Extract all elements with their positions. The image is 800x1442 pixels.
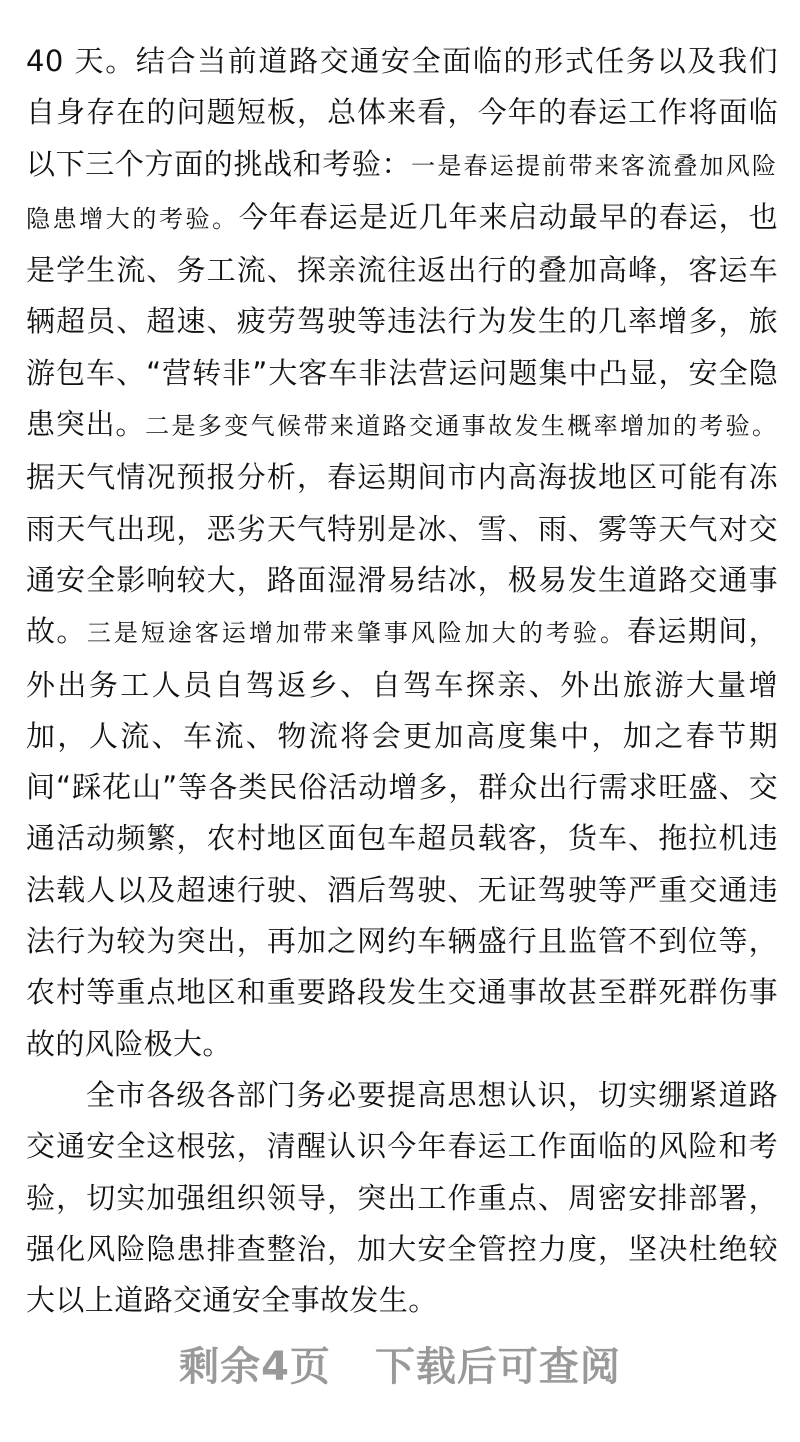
paragraph-1-segment-1: 40 天。结合当前道路交通安全面临的形式任务以及我们自身存在的问题短板，总体来看，今年的春运工作将面临以下三个方面的挑战和考验： (26, 44, 778, 181)
paragraph-1-segment-5: 据天气情况预报分析，春运期间市内高海拔地区可能有冻雨天气出现，恶劣天气特别是冰、雪、雨、雾等天气对交通安全影响较大，路面湿滑易结冰，极易发生道路交通事故。 (26, 460, 778, 649)
remaining-pages-label: 剩余4页 (179, 1344, 331, 1390)
paragraph-1-heading-1: 一是春运提前带来客流叠加风险隐患增大的考验。 (26, 151, 779, 233)
paragraph-1 (26, 36, 778, 1070)
paragraph-1-heading-2: 二是多变气候带来道路交通事故发生概率增加的考验。 (145, 412, 778, 441)
paragraph-2-segment-1: 全市各级各部门务必要提高思想认识，切实绷紧道路交通安全这根弦，清醒认识今年春运工作面临的风险和考验，切实加强组织领导，突出工作重点、周密安排部署，强化风险隐患排查整治，加大安全管控力度，坚决杜绝较大以上道路交通安全事故发生。 (26, 1077, 778, 1318)
download-to-view-label: 下载后可查阅 (374, 1344, 621, 1390)
download-prompt[interactable] (0, 1335, 800, 1392)
paragraph-1-segment-7: 春运期间，外出务工人员自驾返乡、自驾车探亲、外出旅游大量增加，人流、车流、物流将会更加高度集中，加之春节期间“踩花山”等各类民俗活动增多，群众出行需求旺盛、交通活动频繁，农村地区面包车超员载客，货车、拖拉机违法载人以及超速行驶、酒后驾驶、无证驾驶等严重交通违法行为较为突出，再加之网约车辆盛行且监管不到位等，农村等重点地区和重要路段发生交通事故甚至群死群伤事故的风险极大。 (26, 614, 778, 1061)
paragraph-1-heading-3: 三是短途客运增加带来肇事风险加大的考验。 (86, 619, 627, 648)
document-body (26, 36, 778, 1326)
paragraph-2 (26, 1070, 778, 1326)
paragraph-1-segment-3: 今年春运是近几年来启动最早的春运，也是学生流、务工流、探亲流往返出行的叠加高峰，客运车辆超员、超速、疲劳驾驶等违法行为发生的几率增多，旅游包车、“营转非”大客车非法营运问题集中凸显，安全隐患突出。 (26, 199, 778, 442)
